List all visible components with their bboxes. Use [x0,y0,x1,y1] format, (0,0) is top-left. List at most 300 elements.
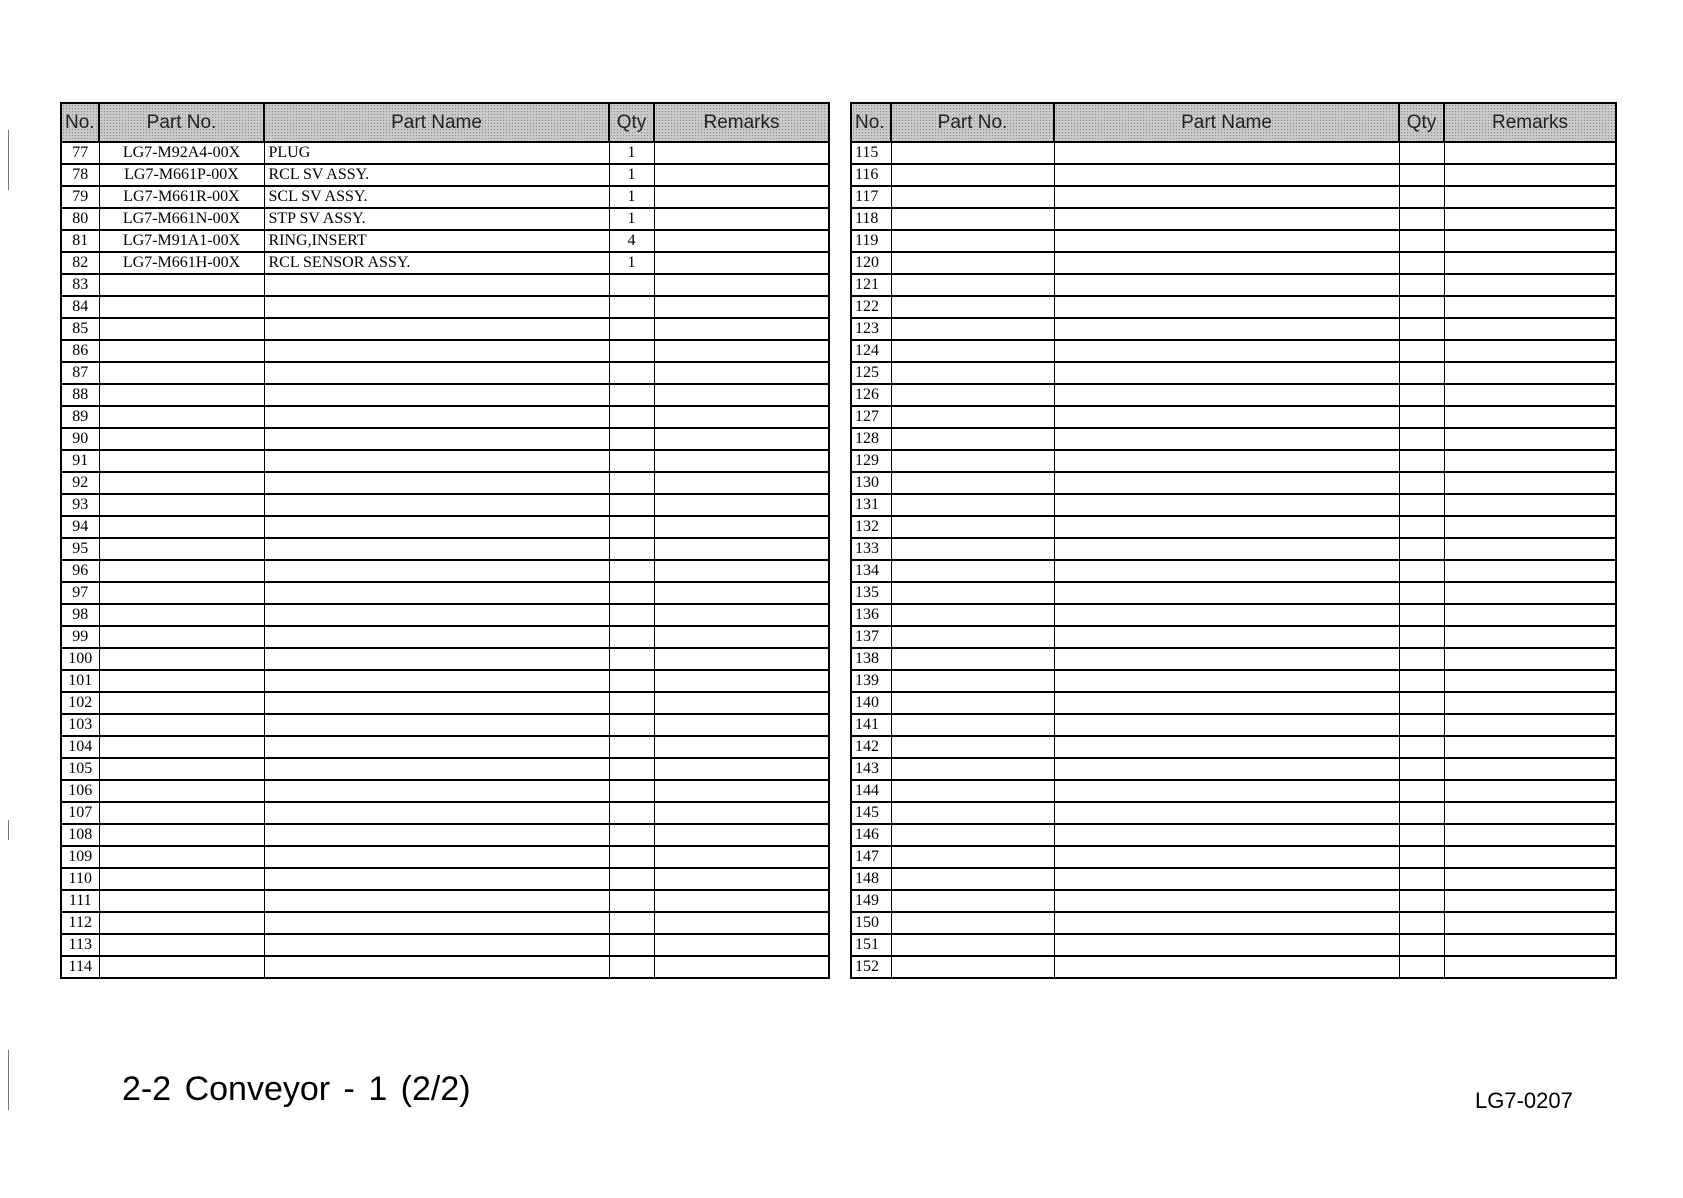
cell-no: 124 [851,340,891,362]
table-row [61,406,829,428]
cell-remarks [654,604,829,626]
cell-part-name [264,758,609,780]
table-row [851,582,1616,604]
cell-remarks [1444,956,1616,978]
cell-part-name [1054,142,1399,164]
cell-part-no [99,736,264,758]
cell-part-name: RCL SV ASSY. [264,164,609,186]
cell-qty [1399,626,1444,648]
cell-part-no: LG7-M92A4-00X [99,142,264,164]
cell-remarks [1444,384,1616,406]
cell-remarks [1444,406,1616,428]
cell-part-no [891,604,1054,626]
table-row [851,604,1616,626]
table-row [851,230,1616,252]
cell-part-no [99,494,264,516]
cell-part-no [99,318,264,340]
cell-no: 147 [851,846,891,868]
cell-no: 148 [851,868,891,890]
cell-part-name [1054,692,1399,714]
cell-part-no [891,274,1054,296]
table-row [61,516,829,538]
cell-remarks [654,824,829,846]
page-title: 2-2 Conveyor - 1 (2/2) [122,1070,471,1108]
cell-part-name [1054,516,1399,538]
cell-part-no [891,582,1054,604]
cell-no: 100 [61,648,99,670]
cell-remarks [1444,428,1616,450]
table-row [61,626,829,648]
cell-remarks [654,802,829,824]
cell-no: 81 [61,230,99,252]
cell-part-no [891,428,1054,450]
cell-no: 133 [851,538,891,560]
cell-qty: 1 [609,164,654,186]
cell-qty [1399,670,1444,692]
cell-part-name [1054,868,1399,890]
cell-qty [1399,780,1444,802]
cell-qty [1399,208,1444,230]
cell-remarks [1444,208,1616,230]
cell-no: 77 [61,142,99,164]
cell-part-name [264,934,609,956]
cell-remarks [1444,670,1616,692]
cell-qty [1399,384,1444,406]
cell-no: 135 [851,582,891,604]
cell-part-name [1054,912,1399,934]
cell-no: 138 [851,648,891,670]
cell-remarks [654,164,829,186]
cell-no: 99 [61,626,99,648]
table-row [851,670,1616,692]
cell-part-name [264,516,609,538]
cell-remarks [1444,604,1616,626]
cell-qty [609,538,654,560]
cell-part-name [1054,186,1399,208]
cell-part-name [264,670,609,692]
cell-part-name [264,472,609,494]
cell-part-no [891,956,1054,978]
cell-no: 89 [61,406,99,428]
cell-remarks [654,934,829,956]
cell-no: 145 [851,802,891,824]
cell-qty [609,604,654,626]
table-row [61,274,829,296]
table-row [851,142,1616,164]
cell-remarks [654,648,829,670]
cell-part-name [1054,626,1399,648]
table-row [851,384,1616,406]
cell-remarks [654,296,829,318]
cell-part-no [99,956,264,978]
cell-qty: 1 [609,208,654,230]
table-row [61,494,829,516]
cell-no: 119 [851,230,891,252]
cell-qty [1399,362,1444,384]
cell-part-no [99,714,264,736]
cell-qty [609,340,654,362]
cell-part-name [1054,274,1399,296]
table-row [61,252,829,274]
cell-part-no [99,868,264,890]
cell-part-no [99,670,264,692]
cell-qty [609,516,654,538]
cell-part-name [1054,736,1399,758]
cell-part-name [264,626,609,648]
table-row [851,824,1616,846]
cell-qty: 1 [609,252,654,274]
cell-qty [1399,736,1444,758]
cell-qty [609,648,654,670]
cell-part-no [99,912,264,934]
cell-no: 139 [851,670,891,692]
cell-remarks [654,362,829,384]
table-row [61,318,829,340]
cell-part-name [1054,384,1399,406]
cell-part-no [99,406,264,428]
parts-table-right [850,102,1617,979]
cell-part-name [1054,406,1399,428]
cell-qty [1399,846,1444,868]
cell-no: 94 [61,516,99,538]
table-row [851,208,1616,230]
cell-remarks [1444,868,1616,890]
cell-part-name [1054,252,1399,274]
cell-no: 107 [61,802,99,824]
col-header-qty: Qty [609,103,654,142]
cell-no: 116 [851,164,891,186]
col-header-remarks: Remarks [654,103,829,142]
col-header-qty: Qty [1399,103,1444,142]
cell-part-no [891,890,1054,912]
cell-qty [1399,538,1444,560]
cell-remarks [1444,164,1616,186]
cell-remarks [1444,626,1616,648]
cell-no: 110 [61,868,99,890]
table-row [851,186,1616,208]
cell-part-name [1054,824,1399,846]
cell-qty [609,890,654,912]
cell-part-no [891,802,1054,824]
cell-part-no [99,758,264,780]
cell-remarks [654,868,829,890]
cell-no: 98 [61,604,99,626]
cell-remarks [1444,186,1616,208]
cell-part-name [1054,714,1399,736]
cell-no: 130 [851,472,891,494]
cell-remarks [1444,538,1616,560]
cell-remarks [654,142,829,164]
cell-remarks [1444,274,1616,296]
cell-no: 143 [851,758,891,780]
cell-qty [609,626,654,648]
col-header-remarks: Remarks [1444,103,1616,142]
cell-remarks [654,450,829,472]
cell-qty [1399,692,1444,714]
cell-part-no [99,516,264,538]
cell-no: 122 [851,296,891,318]
cell-remarks [1444,472,1616,494]
cell-no: 111 [61,890,99,912]
scan-edge-mark [8,820,9,840]
cell-part-name [264,802,609,824]
cell-part-no [891,670,1054,692]
cell-part-name [264,846,609,868]
cell-part-name [264,428,609,450]
cell-qty [609,824,654,846]
cell-remarks [1444,340,1616,362]
cell-qty [609,582,654,604]
table-row [61,670,829,692]
cell-no: 91 [61,450,99,472]
cell-qty [609,780,654,802]
cell-no: 92 [61,472,99,494]
cell-qty [609,384,654,406]
cell-no: 85 [61,318,99,340]
table-row [851,934,1616,956]
cell-remarks [654,560,829,582]
table-row [851,626,1616,648]
cell-part-name [1054,340,1399,362]
cell-part-name [1054,362,1399,384]
cell-part-name [264,450,609,472]
cell-part-no [891,912,1054,934]
cell-no: 118 [851,208,891,230]
cell-part-name [1054,780,1399,802]
cell-remarks [654,472,829,494]
cell-part-name [264,318,609,340]
cell-remarks [1444,142,1616,164]
table-row [851,648,1616,670]
cell-qty [609,362,654,384]
cell-qty [1399,340,1444,362]
document-code: LG7-0207 [1475,1088,1573,1113]
cell-no: 112 [61,912,99,934]
cell-part-name [264,692,609,714]
cell-part-no [891,164,1054,186]
cell-qty [1399,890,1444,912]
cell-part-no [99,846,264,868]
parts-table-right-body [851,142,1616,978]
cell-remarks [1444,296,1616,318]
cell-remarks [654,846,829,868]
cell-no: 97 [61,582,99,604]
cell-part-no [891,450,1054,472]
cell-part-name: STP SV ASSY. [264,208,609,230]
cell-part-no [891,648,1054,670]
cell-remarks [1444,824,1616,846]
cell-qty [1399,714,1444,736]
cell-qty [1399,142,1444,164]
cell-remarks [1444,648,1616,670]
cell-remarks [1444,780,1616,802]
table-row [61,692,829,714]
table-row [61,560,829,582]
cell-qty [609,296,654,318]
cell-remarks [1444,560,1616,582]
cell-part-no [891,318,1054,340]
table-row [851,164,1616,186]
cell-no: 103 [61,714,99,736]
cell-no: 82 [61,252,99,274]
table-row [61,758,829,780]
table-row [61,186,829,208]
cell-qty [609,802,654,824]
cell-part-no [99,890,264,912]
cell-no: 79 [61,186,99,208]
table-row [851,802,1616,824]
cell-part-no [99,362,264,384]
cell-part-no [891,208,1054,230]
cell-no: 136 [851,604,891,626]
cell-part-no [99,802,264,824]
cell-no: 137 [851,626,891,648]
cell-part-name [1054,648,1399,670]
cell-part-no [891,934,1054,956]
cell-part-no [891,296,1054,318]
table-row [61,604,829,626]
cell-part-no [99,692,264,714]
table-row [61,956,829,978]
cell-remarks [654,538,829,560]
table-row [61,296,829,318]
cell-part-name [264,714,609,736]
cell-part-no [891,142,1054,164]
table-header-row [851,103,1616,142]
cell-part-no [891,340,1054,362]
cell-no: 152 [851,956,891,978]
cell-part-no [891,736,1054,758]
cell-part-no [99,604,264,626]
cell-no: 121 [851,274,891,296]
table-row [61,428,829,450]
cell-remarks [1444,758,1616,780]
cell-part-name [264,780,609,802]
table-row [851,714,1616,736]
col-header-part-name: Part Name [264,103,609,142]
table-row [851,494,1616,516]
cell-qty: 1 [609,186,654,208]
cell-no: 80 [61,208,99,230]
cell-qty [1399,274,1444,296]
cell-remarks [1444,802,1616,824]
cell-remarks [1444,450,1616,472]
cell-part-no [891,516,1054,538]
cell-part-no [99,384,264,406]
table-row [851,362,1616,384]
table-row [61,230,829,252]
cell-part-name [264,582,609,604]
table-row [61,868,829,890]
table-row [61,384,829,406]
cell-part-no: LG7-M661P-00X [99,164,264,186]
cell-no: 93 [61,494,99,516]
cell-part-name [264,340,609,362]
cell-remarks [654,780,829,802]
cell-no: 125 [851,362,891,384]
table-row [61,142,829,164]
table-row [61,824,829,846]
cell-remarks [1444,252,1616,274]
table-row [61,362,829,384]
cell-part-no [99,582,264,604]
parts-table-left-body [61,142,829,978]
cell-qty [609,846,654,868]
cell-part-name: RING,INSERT [264,230,609,252]
cell-qty [1399,956,1444,978]
cell-part-no [99,340,264,362]
cell-part-name [264,824,609,846]
cell-part-name [264,538,609,560]
table-row [851,274,1616,296]
cell-no: 106 [61,780,99,802]
cell-no: 78 [61,164,99,186]
cell-no: 108 [61,824,99,846]
cell-part-name [264,406,609,428]
scan-edge-mark [8,1050,9,1110]
cell-no: 95 [61,538,99,560]
cell-remarks [1444,230,1616,252]
cell-part-name [264,362,609,384]
cell-qty [609,494,654,516]
cell-part-no [99,296,264,318]
col-header-part-no: Part No. [99,103,264,142]
cell-part-no [891,494,1054,516]
cell-remarks [1444,318,1616,340]
cell-no: 144 [851,780,891,802]
cell-part-no [99,450,264,472]
cell-qty [609,560,654,582]
table-row [61,538,829,560]
cell-remarks [654,340,829,362]
cell-remarks [654,582,829,604]
cell-no: 105 [61,758,99,780]
cell-part-name [1054,230,1399,252]
cell-no: 151 [851,934,891,956]
table-row [851,560,1616,582]
col-header-part-no: Part No. [891,103,1054,142]
cell-remarks [1444,582,1616,604]
table-row [851,780,1616,802]
col-header-no: No. [851,103,891,142]
cell-part-name [1054,494,1399,516]
cell-no: 113 [61,934,99,956]
table-row [61,736,829,758]
cell-part-no [891,230,1054,252]
cell-remarks [654,384,829,406]
cell-part-no [891,626,1054,648]
table-row [61,164,829,186]
cell-part-no [99,428,264,450]
cell-part-name [1054,164,1399,186]
cell-part-name [1054,428,1399,450]
cell-part-name: PLUG [264,142,609,164]
cell-part-no [99,472,264,494]
cell-remarks [654,912,829,934]
cell-remarks [654,714,829,736]
cell-qty [609,956,654,978]
cell-part-no: LG7-M661N-00X [99,208,264,230]
cell-no: 86 [61,340,99,362]
cell-remarks [654,670,829,692]
table-header-row [61,103,829,142]
cell-qty [1399,428,1444,450]
cell-part-name [1054,538,1399,560]
table-row [851,516,1616,538]
cell-part-no [891,714,1054,736]
table-row [61,890,829,912]
cell-remarks [1444,736,1616,758]
